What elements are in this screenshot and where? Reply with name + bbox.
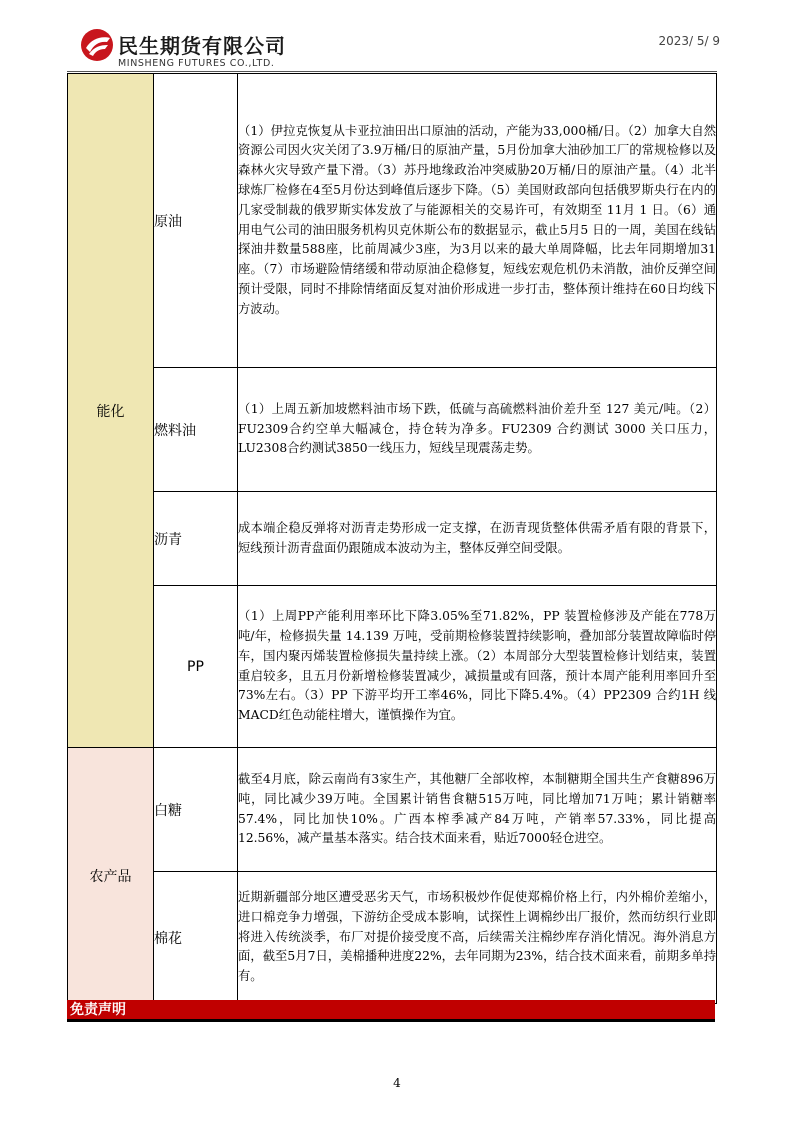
commodity-analysis-fuel-oil: （1）上周五新加坡燃料油市场下跌，低硫与高硫燃料油价差升至 127 美元/吨。（2）FU2309合约空单大幅减仓，持仓转为净多。FU2309 合约测试 3000 关口压力，LU2308合约测试3850一线压力，短线呈现震荡走势。 (238, 368, 717, 492)
commodity-name-sugar: 白糖 (154, 748, 238, 872)
category-energy: 能化 (68, 74, 154, 748)
commodity-analysis-pp: （1）上周PP产能利用率环比下降3.05%至71.82%，PP 装置检修涉及产能在778万吨/年，检修损失量 14.139 万吨，受前期检修装置持续影响，叠加部分装置故障临时停车，国内聚丙烯装置检修损失量持续上涨。（2）本周部分大型装置检修计划结束，装置重启较多，且五月份新增检修装置减少，减损量或有回落，预计本周产能利用率回升至 73%左右。（3）PP 下游平均开工率46%，同比下降5.4%。（4）PP2309 合约1H 线MACD红色动能柱增大，谨慎操作为宜。 (238, 586, 717, 748)
table-row (68, 586, 717, 748)
table-row (68, 492, 717, 586)
commodity-name-pp: PP (154, 586, 238, 748)
minsheng-logo-icon (80, 28, 114, 62)
company-name-en: MINSHENG FUTURES CO.,LTD. (118, 58, 275, 69)
commodity-name-asphalt: 沥青 (154, 492, 238, 586)
commodity-table (67, 73, 717, 1004)
category-agriculture: 农产品 (68, 748, 154, 1004)
commodity-analysis-sugar: 截至4月底，除云南尚有3家生产，其他糖厂全部收榨，本制糖期全国共生产食糖896万吨，同比减少39万吨。全国累计销售食糖515万吨，同比增加71万吨；累计销糖率57.4%，同比加快10%。广西本榨季减产84万吨，产销率57.33%，同比提高12.56%，减产量基本落实。结合技术面来看，贴近7000轻仓进空。 (238, 748, 717, 872)
header-divider (67, 71, 717, 72)
commodity-name-fuel-oil: 燃料油 (154, 368, 238, 492)
commodity-analysis-crude-oil: （1）伊拉克恢复从卡亚拉油田出口原油的活动，产能为33,000桶/日。（2）加拿大自然资源公司因火灾关闭了3.9万桶/日的原油产量，5月份加拿大油砂加工厂的常规检修以及森林火灾导致产量下滑。（3）苏丹地缘政治冲突威胁20万桶/日的原油产量。（4）北半球炼厂检修在4至5月份达到峰值后逐步下降。（5）美国财政部向包括俄罗斯央行在内的几家受制裁的俄罗斯实体发放了与能源相关的交易许可，有效期至 11月 1 日。（6）通用电气公司的油田服务机构贝克休斯公布的数据显示，截止5月5 日的一周，美国在线钻探油井数量588座，比前周减少3座，为3月以来的最大单周降幅，比去年同期增加31座。（7）市场避险情绪缓和带动原油企稳修复，短线宏观危机仍未消散，油价反弹空间预计受限，同时不排除情绪面反复对油价形成进一步打击，整体预计维持在60日均线下方波动。 (238, 74, 717, 368)
table-row (68, 368, 717, 492)
table-row (68, 748, 717, 872)
company-name-cn: 民生期货有限公司 (118, 34, 286, 58)
commodity-analysis-cotton: 近期新疆部分地区遭受恶劣天气，市场积极炒作促使郑棉价格上行，内外棉价差缩小，进口棉竞争力增强，下游纺企受成本影响，试探性上调棉纱出厂报价，然而纺织行业即将进入传统淡季，布厂对提价接受度不高，后续需关注棉纱库存消化情况。海外消息方面，截至5月7日，美棉播种进度22%，去年同期为23%，结合技术面来看，前期多单持有。 (238, 872, 717, 1004)
page-number: 4 (393, 1076, 401, 1090)
disclaimer-heading: 免责声明 (67, 1000, 715, 1022)
commodity-analysis-asphalt: 成本端企稳反弹将对沥青走势形成一定支撑，在沥青现货整体供需矛盾有限的背景下，短线预计沥青盘面仍跟随成本波动为主，整体反弹空间受限。 (238, 492, 717, 586)
table-row (68, 74, 717, 368)
report-date: 2023/ 5/ 9 (658, 34, 720, 48)
table-row (68, 872, 717, 1004)
commodity-name-cotton: 棉花 (154, 872, 238, 1004)
commodity-name-crude-oil: 原油 (154, 74, 238, 368)
company-logo (80, 28, 320, 72)
